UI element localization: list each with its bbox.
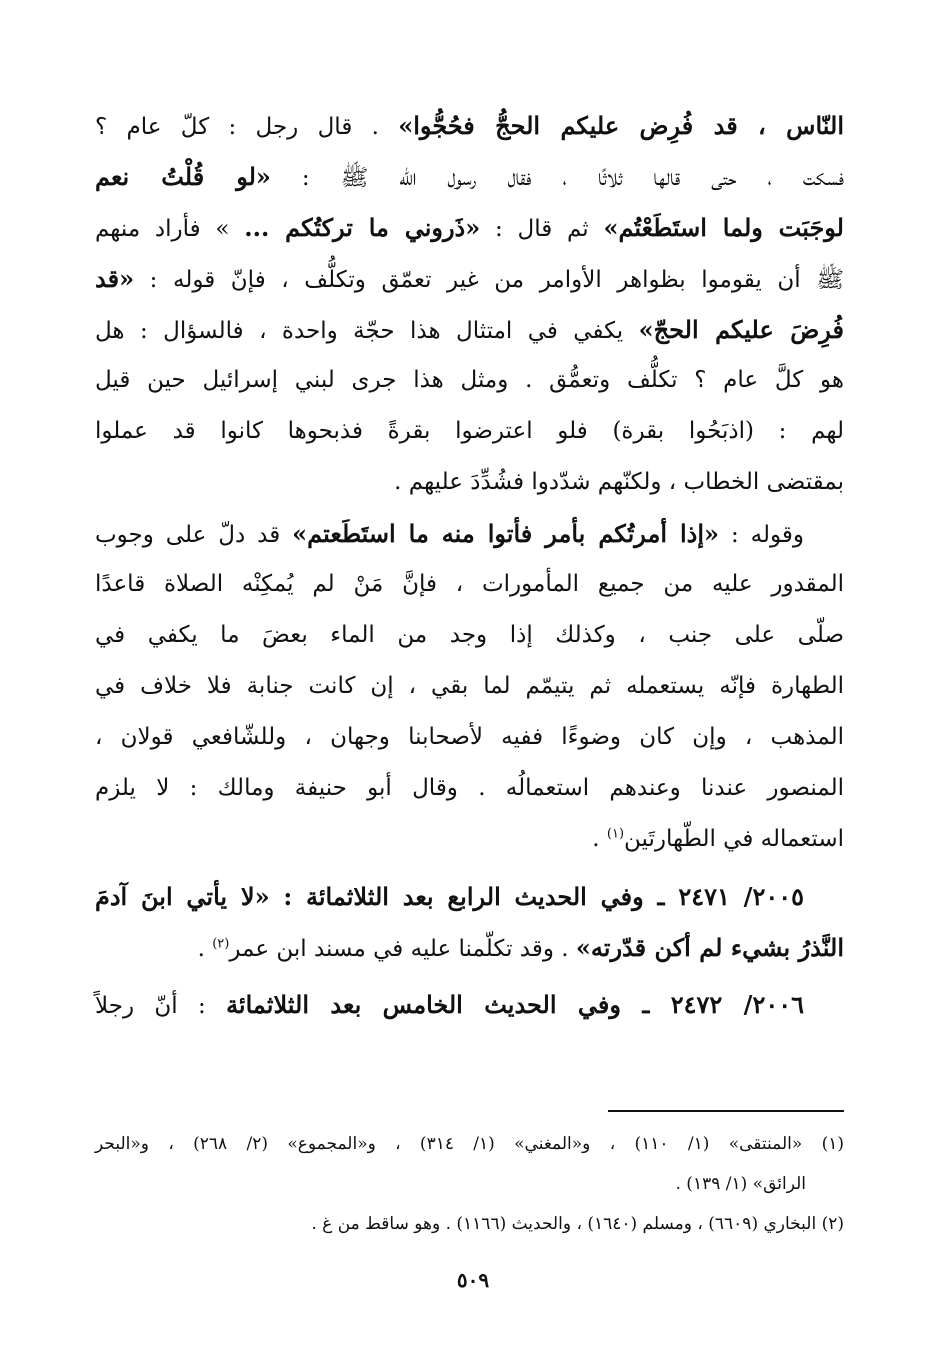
entry-heading-line <box>95 979 844 1030</box>
page-number: ٥٠٩ <box>456 1268 490 1292</box>
bold-quote: «إذا أمرتُكم بأمر فأتوا منه ما استَطَعتم» <box>292 519 720 548</box>
footnote-separator <box>608 1110 844 1112</box>
text-line <box>95 406 844 457</box>
text-line <box>95 508 844 559</box>
text-run: ثم قال : <box>480 216 604 242</box>
bold-quote: النَّذرُ بشيء لم أكن قدّرته» <box>575 933 844 962</box>
text-line <box>95 814 844 865</box>
text-line <box>95 559 844 610</box>
bold-quote: «ذَروني ما تركتُكم ... <box>244 213 481 242</box>
footnote-2: (٢) البخاري (٦٦٠٩) ، ومسلم (١٦٤٠) ، والحديث (١١٦٦) . وهو ساقط من غ . <box>311 1214 844 1234</box>
text-line <box>95 100 844 151</box>
text-run: الطهارة فإنّه يستعمله ثم يتيمّم لما بقي ، إن كانت جنابة فلا خلاف في <box>95 673 844 699</box>
text-run: وقوله : <box>719 522 804 548</box>
footnote-ref[interactable]: (٢) <box>212 936 230 952</box>
entry-heading: ٢٠٠٥/ ٢٤٧١ ـ وفي الحديث الرابع بعد الثلاثمائة : «لا يأتي ابنَ آدمَ <box>95 882 804 911</box>
text-line <box>95 712 844 763</box>
text-line <box>95 922 844 973</box>
paragraph-1 <box>95 100 844 508</box>
paragraph-2 <box>95 508 844 865</box>
text-line <box>95 610 844 661</box>
text-line <box>95 763 844 814</box>
text-line <box>95 661 844 712</box>
text-run: . قال رجل : كلّ عام ؟ <box>95 114 399 140</box>
entry-heading-line <box>95 871 844 922</box>
text-run: صلّى على جنب ، وكذلك إذا وجد من الماء بعضَ ما يكفي في <box>95 622 844 648</box>
text-run: المنصور عندنا وعندهم استعمالُه . وقال أبو حنيفة ومالك : لا يلزم <box>95 775 844 801</box>
footnote-1: (١) «المنتقى» (١/ ١١٠) ، و«المغني» (١/ ٣١٤) ، و«المجموع» (٢/ ٢٦٨) ، و«البحر <box>95 1134 844 1154</box>
text-line <box>95 151 844 202</box>
entry-heading: ٢٠٠٦/ ٢٤٧٢ ـ وفي الحديث الخامس بعد الثلاثمائة <box>226 990 805 1019</box>
bold-quote: فُرِضَ عليكم الحجّ» <box>638 315 844 344</box>
text-run: . <box>592 826 607 852</box>
hadith-entry-2006 <box>95 979 844 1030</box>
text-line <box>95 202 844 253</box>
text-run: ﷺ أن يقوموا بظواهر الأوامر من غير تعمّق وتكلُّف ، فإنّ قوله : <box>134 267 844 293</box>
text-line <box>95 355 844 406</box>
text-run: : أنّ رجلاً <box>95 993 227 1019</box>
text-line <box>95 253 844 304</box>
footnote-ref[interactable]: (١) <box>606 826 625 842</box>
text-run: فسكت ، حتى قالها ثلاثًا ، فقال رسول اللّه ﷺ : <box>270 165 844 191</box>
bold-quote: «قد <box>95 264 135 293</box>
text-run: هو كلَّ عام ؟ تكلُّف وتعمُّق . ومثل هذا جرى لبني إسرائيل حين قيل <box>95 367 845 393</box>
text-run: قد دلّ على وجوب <box>95 522 293 548</box>
bold-quote: «لو قُلْتُ نعم <box>95 162 271 191</box>
hadith-entry-2005 <box>95 871 844 973</box>
text-run: » فأراد منهم <box>95 216 245 242</box>
text-run: المقدور عليه من جميع المأمورات ، فإنَّ مَنْ لم يُمكِنْه الصلاة قاعدًا <box>95 571 844 597</box>
text-run: المذهب ، وإن كان وضوءًا ففيه لأصحابنا وجهان ، وللشّافعي قولان ، <box>95 724 844 750</box>
footnotes <box>95 1124 844 1244</box>
bold-quote: لوجَبَت ولما استَطَعْتُم» <box>603 213 844 242</box>
footnote-1-continued: الرائق» (١/ ١٣٩) . <box>675 1174 806 1194</box>
text-run: لهم : (اذبَحُوا بقرة) فلو اعترضوا بقرةً فذبحوها كانوا قد عملوا <box>95 418 844 444</box>
text-run: استعماله في الطّهارتَين <box>624 826 844 852</box>
text-line <box>95 457 844 508</box>
text-run: يكفي في امتثال هذا حجّة واحدة ، فالسؤال : هل <box>95 318 639 344</box>
text-run: . <box>197 936 213 962</box>
bold-quote: النّاس ، قد فُرِض عليكم الحجُّ فحُجُّوا» <box>398 111 844 140</box>
text-run: . وقد تكلّمنا عليه في مسند ابن عمر <box>229 936 576 962</box>
text-line <box>95 304 844 355</box>
text-run: بمقتضى الخطاب ، ولكنّهم شدّدوا فشُدِّدَ عليهم . <box>394 469 844 495</box>
